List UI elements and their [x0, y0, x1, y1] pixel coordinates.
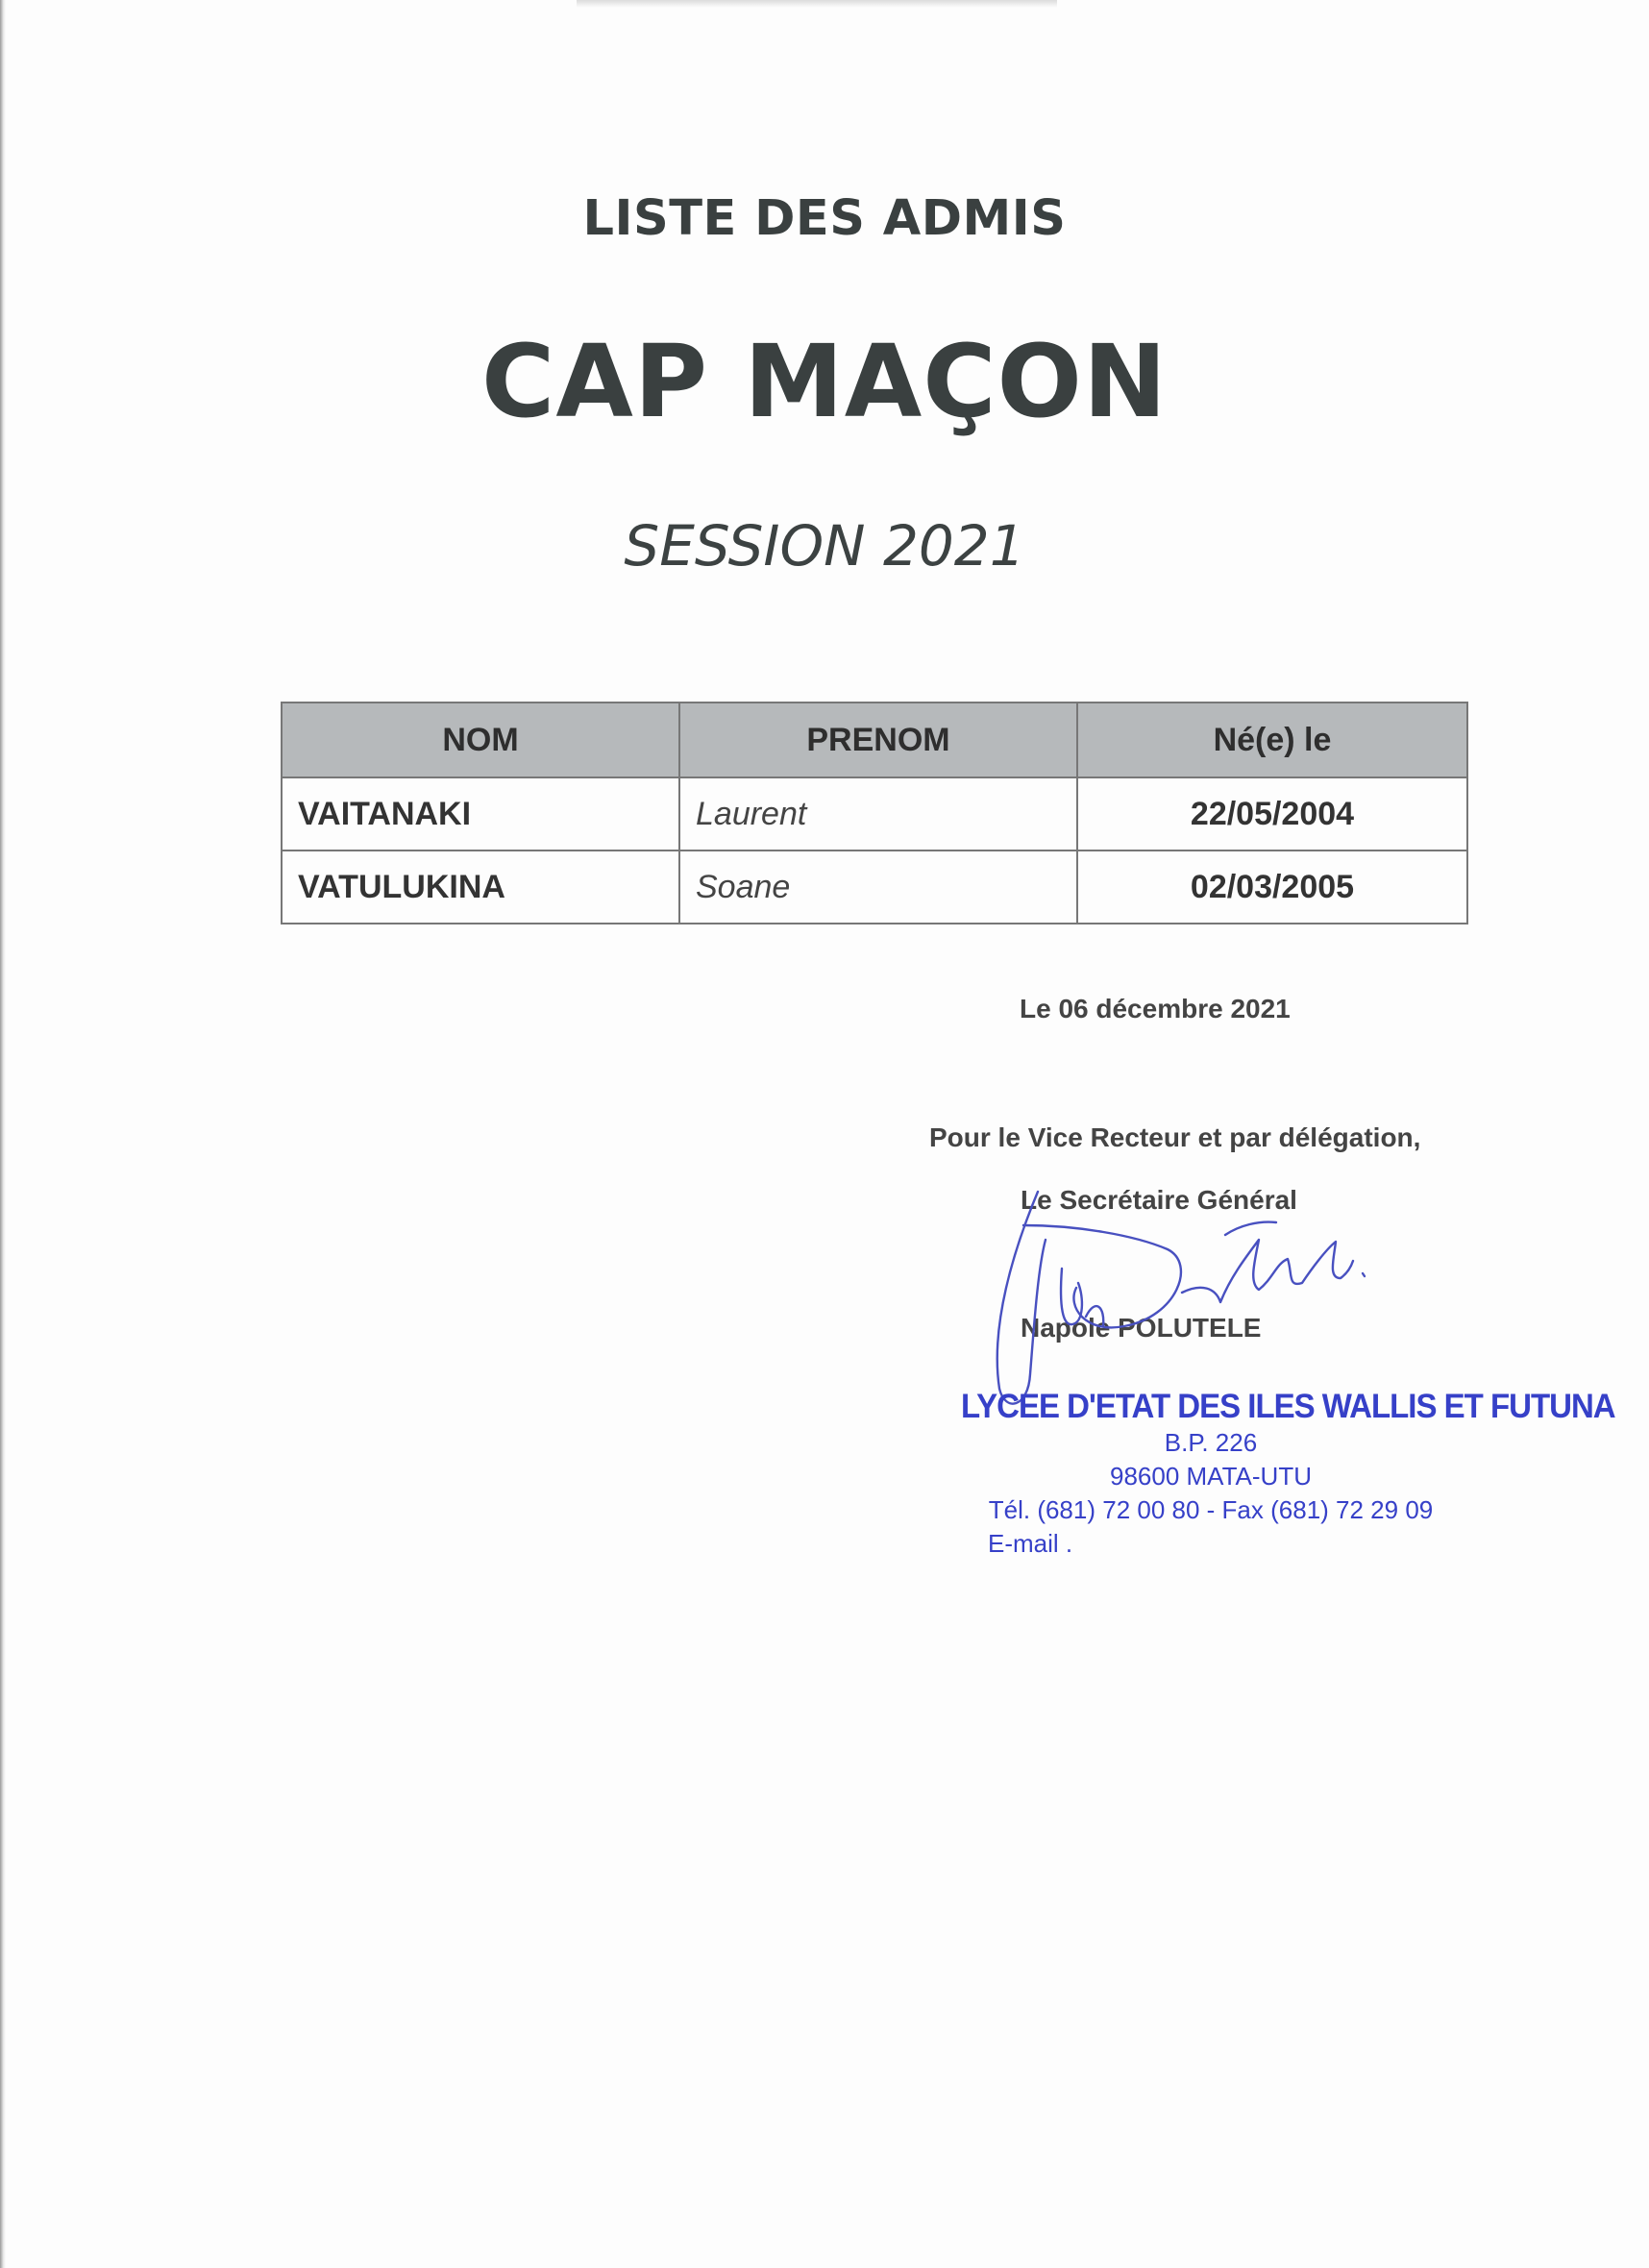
- table-header-row: [282, 703, 1467, 777]
- authority-line: Pour le Vice Recteur et par délégation,: [929, 1122, 1421, 1152]
- cell-nom: VATULUKINA: [282, 850, 679, 924]
- admis-table: [281, 702, 1468, 924]
- exam-title: CAP MAÇON: [481, 323, 1168, 440]
- stamp-phone: Tél. (681) 72 00 80 - Fax (681) 72 29 09: [988, 1495, 1434, 1524]
- stamp-institution: LYCEE D'ETAT DES ILES WALLIS ET FUTUNA: [961, 1386, 1615, 1425]
- session-title: SESSION 2021: [624, 513, 1025, 579]
- scan-top-shadow: [577, 0, 1057, 8]
- column-header-nom: NOM: [282, 703, 679, 777]
- role-line: Le Secrétaire Général: [1021, 1185, 1297, 1215]
- cell-prenom: Soane: [679, 850, 1077, 924]
- cell-date: 02/03/2005: [1077, 850, 1467, 924]
- date-line: Le 06 décembre 2021: [1020, 994, 1291, 1023]
- cell-date: 22/05/2004: [1077, 777, 1467, 850]
- stamp-city: 98600 MATA-UTU: [1110, 1462, 1312, 1491]
- stamp-po-box: B.P. 226: [1164, 1428, 1258, 1457]
- table-row: [282, 777, 1467, 850]
- cell-prenom: Laurent: [679, 777, 1077, 850]
- table-row: [282, 850, 1467, 924]
- cell-nom: VAITANAKI: [282, 777, 679, 850]
- signatory-name: Napole POLUTELE: [1021, 1313, 1262, 1343]
- stamp-email: E-mail .: [988, 1529, 1073, 1558]
- list-title: LISTE DES ADMIS: [582, 190, 1067, 247]
- institution-stamp: [961, 1386, 1615, 1559]
- column-header-prenom: PRENOM: [679, 703, 1077, 777]
- column-header-date: Né(e) le: [1077, 703, 1467, 777]
